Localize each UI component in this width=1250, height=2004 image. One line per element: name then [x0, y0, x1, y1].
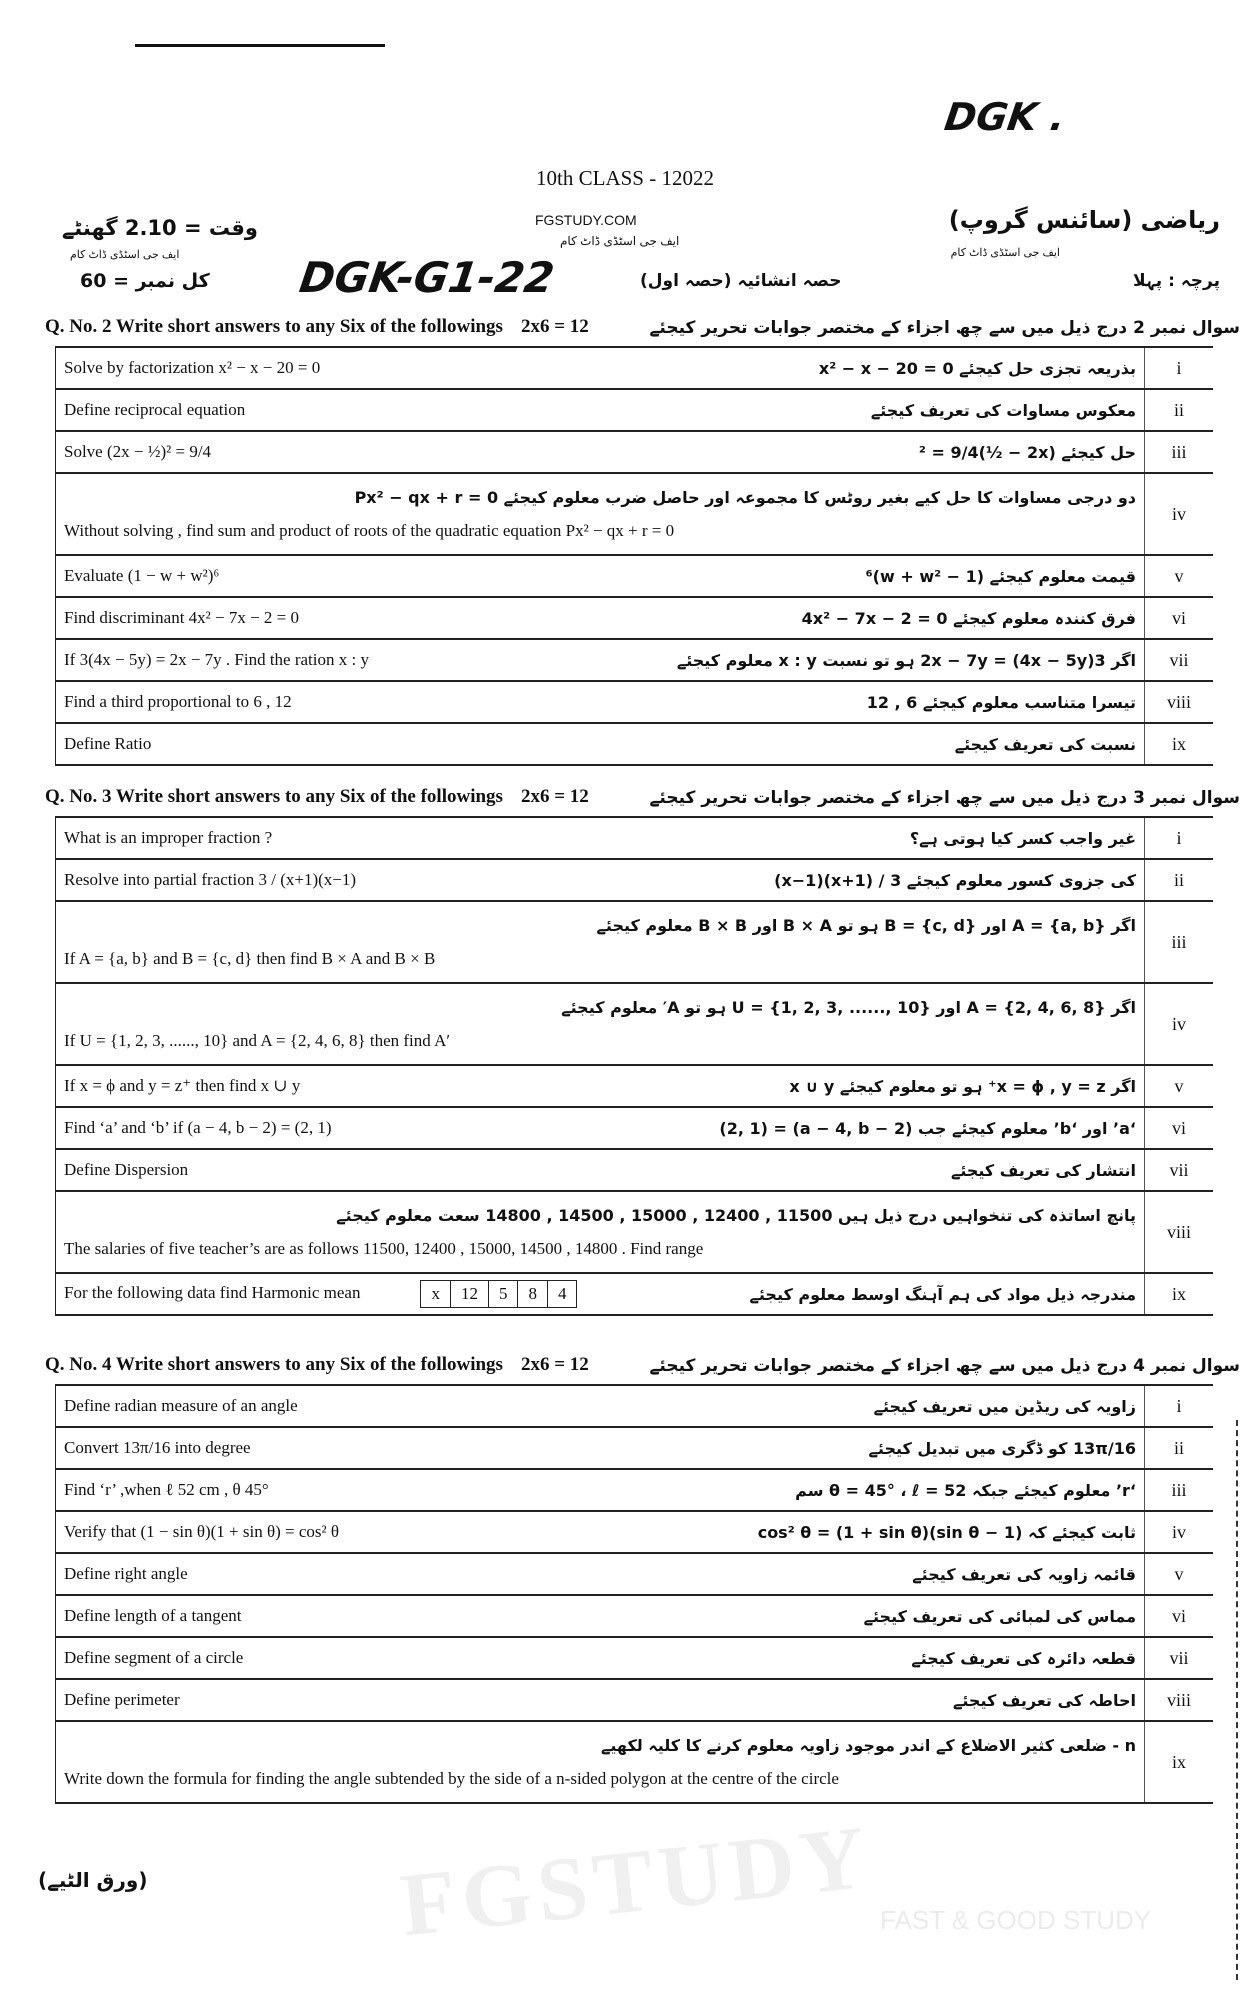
item-urdu: قائمہ زاویہ کی تعریف کیجئے [912, 1564, 1136, 1584]
item-body [56, 859, 1145, 901]
question-row [56, 1065, 1214, 1107]
item-english [64, 734, 151, 754]
item-urdu: ‘r’ معلوم کیجئے جبکہ θ = 45° ، ℓ = 52 سم [795, 1480, 1136, 1500]
item-urdu: ثابت کیجئے کہ (1 − sin θ)(1 + sin θ) = cos² θ [757, 1522, 1136, 1542]
top-rule [135, 44, 385, 47]
item-english [64, 1396, 298, 1416]
item-english-text: Define radian measure of an angle [64, 1396, 298, 1415]
item-body [56, 723, 1145, 765]
heading-english: Q. No. 3 Write short answers to any Six of the followings [45, 786, 503, 807]
question-row [56, 597, 1214, 639]
heading-english: Q. No. 2 Write short answers to any Six of the followings [45, 316, 503, 337]
item-english [64, 1280, 577, 1308]
item-english [64, 828, 272, 848]
question-row [56, 859, 1214, 901]
item-number: v [1145, 1065, 1214, 1107]
data-cell: 8 [518, 1281, 548, 1308]
item-number: ix [1145, 1273, 1214, 1315]
item-english: Write down the formula for finding the angle subtended by the side of a n-sided polygon at the centre of the circle [64, 1768, 839, 1788]
item-number: i [1145, 1385, 1214, 1427]
question-row [56, 1553, 1214, 1595]
item-number: v [1145, 1553, 1214, 1595]
item-english [64, 1118, 331, 1138]
item-urdu: ‘a’ اور ‘b’ معلوم کیجئے جب (a − 4, b − 2) = (2, 1) [719, 1118, 1136, 1138]
question-row [56, 1721, 1214, 1803]
item-number: ix [1145, 723, 1214, 765]
question-row [56, 1679, 1214, 1721]
item-english [64, 650, 369, 670]
class-title: 10th CLASS - 12022 [536, 166, 714, 190]
item-body [56, 1553, 1145, 1595]
item-english-text: Convert 13π/16 into degree [64, 1438, 251, 1457]
item-urdu: زاویہ کی ریڈین میں تعریف کیجئے [873, 1396, 1136, 1416]
question-row [56, 347, 1214, 389]
item-number: vii [1145, 1637, 1214, 1679]
question-table [55, 1384, 1213, 1804]
item-body [56, 431, 1145, 473]
item-english [64, 608, 299, 628]
heading-marks: 2x6 = 12 [520, 786, 589, 807]
item-body [56, 1721, 1145, 1803]
item-number: i [1145, 347, 1214, 389]
item-body [56, 639, 1145, 681]
question-row [56, 1191, 1214, 1273]
turn-over: (ورق الٹیے) [38, 1868, 148, 1892]
harmonic-data-table [420, 1280, 577, 1308]
item-urdu: پانچ اساتذہ کی تنخواہیں درج ذیل ہیں 11500 , 12400 , 15000 , 14500 , 14800 سعت معلوم کیجئے [336, 1205, 1136, 1225]
site-mark: FGSTUDY.COM [535, 212, 637, 228]
item-english [64, 1648, 243, 1668]
item-urdu: نسبت کی تعریف کیجئے [954, 734, 1136, 754]
item-urdu: انتشار کی تعریف کیجئے [950, 1160, 1136, 1180]
item-english [64, 1076, 300, 1096]
data-cell: x [421, 1281, 451, 1308]
item-english [64, 692, 292, 712]
handwritten-code: DGK-G1-22 [296, 253, 558, 302]
question-row [56, 473, 1214, 555]
item-urdu: اگر A = {2, 4, 6, 8} اور U = {1, 2, 3, ......, 10} ہو تو A′ معلوم کیجئے [561, 997, 1136, 1017]
item-english-text: What is an improper fraction ? [64, 828, 273, 847]
question-heading [45, 316, 1240, 338]
item-urdu: بذریعہ تجزی حل کیجئے x² − x − 20 = 0 [818, 358, 1136, 378]
item-english [64, 1438, 251, 1458]
item-body [56, 1191, 1145, 1273]
item-urdu: قیمت معلوم کیجئے (1 − w + w²)⁶ [865, 566, 1136, 586]
question-row [56, 1149, 1214, 1191]
item-body [56, 817, 1145, 859]
item-urdu: اگر A = {a, b} اور B = {c, d} ہو تو B × A اور B × B معلوم کیجئے [596, 915, 1136, 935]
question-row [56, 1273, 1214, 1315]
question-heading [45, 786, 1240, 808]
item-urdu: فرق کنندہ معلوم کیجئے 4x² − 7x − 2 = 0 [801, 608, 1136, 628]
item-english-text: Define reciprocal equation [64, 400, 246, 419]
item-urdu: مماس کی لمبائی کی تعریف کیجئے [863, 1606, 1136, 1626]
item-body [56, 1385, 1145, 1427]
item-number: iii [1145, 1469, 1214, 1511]
subject: ریاضی (سائنس گروپ) [948, 206, 1220, 234]
item-urdu: معکوس مساوات کی تعریف کیجئے [870, 400, 1136, 420]
item-english-text: If x = ϕ and y = z⁺ then find x ∪ y [64, 1076, 301, 1095]
item-number: viii [1145, 1679, 1214, 1721]
item-body [56, 1427, 1145, 1469]
question-row [56, 431, 1214, 473]
item-number: i [1145, 817, 1214, 859]
data-cell: 4 [547, 1281, 577, 1308]
question-heading [45, 1354, 1240, 1376]
item-number: ix [1145, 1721, 1214, 1803]
item-english-text: Solve (2x − ½)² = 9/4 [64, 442, 212, 461]
item-number: vi [1145, 1107, 1214, 1149]
item-number: vii [1145, 639, 1214, 681]
item-english [64, 1690, 180, 1710]
heading-marks: 2x6 = 12 [520, 316, 589, 337]
item-english-text: Define perimeter [64, 1690, 180, 1709]
item-number: vi [1145, 597, 1214, 639]
handwritten-dgk: DGK . [941, 95, 1068, 139]
heading-english: Q. No. 4 Write short answers to any Six of the followings [45, 1354, 503, 1375]
item-english-text: Find ‘r’ ,when ℓ 52 cm , θ 45° [64, 1480, 269, 1499]
item-english: If U = {1, 2, 3, ......, 10} and A = {2, 4, 6, 8} then find A′ [64, 1030, 451, 1050]
item-body [56, 1511, 1145, 1553]
item-english [64, 442, 211, 462]
site-urdu-mark: ایف جی اسٹڈی ڈاٹ کام [950, 247, 1060, 259]
item-body [56, 1107, 1145, 1149]
data-cell: 12 [450, 1281, 488, 1308]
item-urdu: کی جزوی کسور معلوم کیجئے 3 / (x+1)(x−1) [774, 870, 1136, 890]
watermark: FGSTUDY [396, 1807, 876, 1956]
question-table [55, 816, 1213, 1316]
question-row [56, 983, 1214, 1065]
item-number: ii [1145, 859, 1214, 901]
item-english [64, 1160, 188, 1180]
question-row [56, 1107, 1214, 1149]
item-english-text: Verify that (1 − sin θ)(1 + sin θ) = cos² θ [64, 1522, 339, 1541]
item-english [64, 400, 245, 420]
item-body [56, 389, 1145, 431]
item-english-text: Find ‘a’ and ‘b’ if (a − 4, b − 2) = (2, 1) [64, 1118, 332, 1137]
question-row [56, 723, 1214, 765]
question-row [56, 1595, 1214, 1637]
question-row [56, 555, 1214, 597]
item-urdu: 13π/16 کو ڈگری میں تبدیل کیجئے [868, 1438, 1136, 1458]
question-row [56, 1637, 1214, 1679]
item-number: iii [1145, 431, 1214, 473]
item-body [56, 1595, 1145, 1637]
part: حصہ انشائیہ (حصہ اول) [640, 271, 842, 291]
item-urdu: دو درجی مساوات کا حل کیے بغیر روٹس کا مجموعہ اور حاصل ضرب معلوم کیجئے Px² − qx + r = 0 [354, 487, 1136, 507]
question-row [56, 1427, 1214, 1469]
item-english-text: Define right angle [64, 1564, 188, 1583]
item-english-text: If 3(4x − 5y) = 2x − 7y . Find the ration x : y [64, 650, 369, 669]
question-row [56, 901, 1214, 983]
item-number: iv [1145, 473, 1214, 555]
item-english-text: Define Dispersion [64, 1160, 189, 1179]
item-english [64, 1564, 188, 1584]
item-number: iii [1145, 901, 1214, 983]
watermark-tagline: FAST & GOOD STUDY [880, 1905, 1152, 1935]
item-body [56, 1065, 1145, 1107]
item-english-text: Resolve into partial fraction 3 / (x+1)(x−1) [64, 870, 357, 889]
heading-marks: 2x6 = 12 [520, 1354, 589, 1375]
item-urdu: حل کیجئے (2x − ½)² = 9/4 [918, 442, 1136, 462]
paper: پرچہ : پہلا [1132, 271, 1220, 291]
item-english-text: Solve by factorization x² − x − 20 = 0 [64, 358, 321, 377]
site-urdu-mark: ایف جی اسٹڈی ڈاٹ کام [560, 234, 680, 248]
heading-urdu: سوال نمبر 3 درج ذیل میں سے چھ اجزاء کے مختصر جوابات تحریر کیجئے [649, 787, 1240, 808]
total-marks: کل نمبر = 60 [80, 270, 210, 292]
item-body [56, 555, 1145, 597]
question-row [56, 1469, 1214, 1511]
item-english-text: Evaluate (1 − w + w²)⁶ [64, 566, 220, 585]
item-body [56, 347, 1145, 389]
item-urdu: قطعہ دائرہ کی تعریف کیجئے [911, 1648, 1136, 1668]
item-urdu: احاطہ کی تعریف کیجئے [953, 1690, 1136, 1710]
time: وقت = 2.10 گھنٹے [62, 216, 258, 240]
site-urdu-mark: ایف جی اسٹڈی ڈاٹ کام [70, 249, 180, 261]
heading-urdu: سوال نمبر 4 درج ذیل میں سے چھ اجزاء کے مختصر جوابات تحریر کیجئے [649, 1355, 1240, 1376]
item-urdu: اگر x = ϕ , y = z⁺ ہو تو معلوم کیجئے x ∪ y [789, 1076, 1136, 1096]
question-row [56, 639, 1214, 681]
item-number: ii [1145, 389, 1214, 431]
item-english-text: Find a third proportional to 6 , 12 [64, 692, 292, 711]
item-urdu: غیر واجب کسر کیا ہوتی ہے؟ [909, 828, 1136, 848]
item-english: The salaries of five teacher’s are as follows 11500, 12400 , 15000, 14500 , 14800 . Find range [64, 1238, 704, 1258]
item-body [56, 1469, 1145, 1511]
item-body [56, 1149, 1145, 1191]
item-english-text: Define Ratio [64, 734, 152, 753]
item-number: viii [1145, 1191, 1214, 1273]
question-row [56, 681, 1214, 723]
question-row [56, 817, 1214, 859]
item-urdu: تیسرا متناسب معلوم کیجئے 6 , 12 [866, 692, 1136, 712]
question-table [55, 346, 1213, 766]
item-number: vii [1145, 1149, 1214, 1191]
scan-edge [1236, 1420, 1241, 1980]
item-english [64, 1606, 242, 1626]
item-number: iv [1145, 983, 1214, 1065]
item-english-text: For the following data find Harmonic mean [64, 1282, 361, 1302]
item-english-text: Find discriminant 4x² − 7x − 2 = 0 [64, 608, 300, 627]
item-english [64, 1480, 269, 1500]
item-urdu: مندرجہ ذیل مواد کی ہم آہنگ اوسط معلوم کیجئے [749, 1284, 1136, 1304]
item-english [64, 358, 320, 378]
item-body [56, 473, 1145, 555]
item-english [64, 1522, 339, 1542]
item-body [56, 681, 1145, 723]
item-number: vi [1145, 1595, 1214, 1637]
question-row [56, 389, 1214, 431]
item-english: Without solving , find sum and product of roots of the quadratic equation Px² − qx + r = 0 [64, 520, 675, 540]
data-cell: 5 [488, 1281, 518, 1308]
item-english-text: Define segment of a circle [64, 1648, 244, 1667]
item-body [56, 1273, 1145, 1315]
item-english: If A = {a, b} and B = {c, d} then find B × A and B × B [64, 948, 436, 968]
item-body [56, 901, 1145, 983]
item-number: v [1145, 555, 1214, 597]
heading-urdu: سوال نمبر 2 درج ذیل میں سے چھ اجزاء کے مختصر جوابات تحریر کیجئے [649, 317, 1240, 338]
item-english-text: Define length of a tangent [64, 1606, 242, 1625]
item-number: ii [1145, 1427, 1214, 1469]
item-urdu: n - ضلعی کثیر الاضلاع کے اندر موجود زاویہ معلوم کرنے کا کلیہ لکھیے [601, 1735, 1136, 1755]
item-urdu: اگر 3(4x − 5y) = 2x − 7y ہو تو نسبت x : y معلوم کیجئے [676, 650, 1136, 670]
item-number: viii [1145, 681, 1214, 723]
item-english [64, 566, 219, 586]
item-body [56, 597, 1145, 639]
item-number: iv [1145, 1511, 1214, 1553]
item-body [56, 983, 1145, 1065]
item-body [56, 1679, 1145, 1721]
question-row [56, 1385, 1214, 1427]
item-body [56, 1637, 1145, 1679]
question-row [56, 1511, 1214, 1553]
item-english [64, 870, 356, 890]
